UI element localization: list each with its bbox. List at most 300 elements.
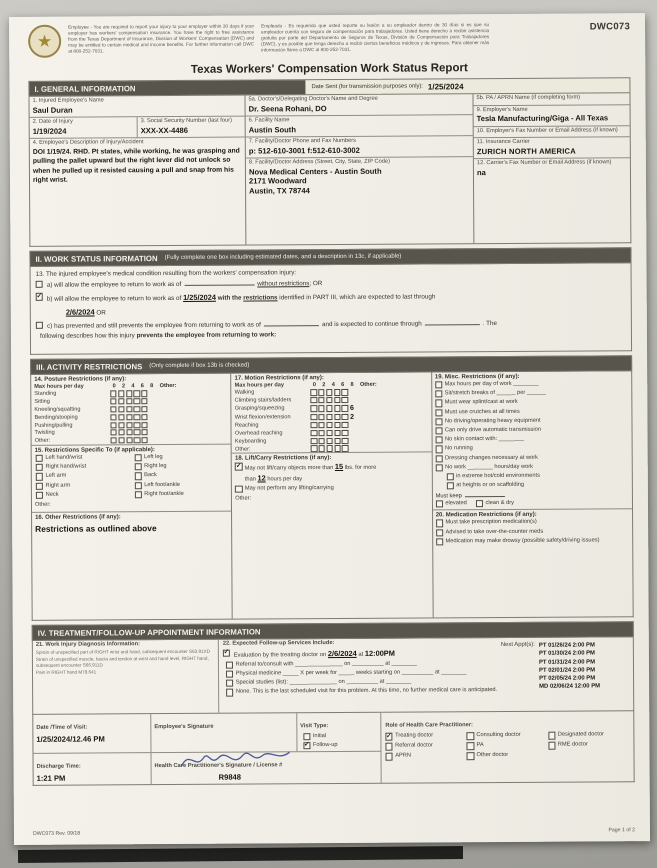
checkbox-label: Can only drive automatic transmission: [444, 426, 542, 434]
blank-line: [425, 319, 480, 325]
checkbox-label: No driving/operating heavy equipment: [444, 417, 541, 425]
checkbox-item: [476, 499, 514, 508]
checkbox-label: at heights or on scaffolding: [456, 481, 525, 489]
evaluation-text: [234, 648, 395, 658]
hour-checkboxes: [311, 405, 348, 411]
field-date-time-of-visit: [33, 714, 151, 753]
lift-limit-text: [245, 462, 429, 483]
restriction-label: Overhead reaching: [234, 430, 283, 437]
texas-state-seal-icon: ★: [28, 25, 61, 58]
field-label: 6. Facility Name: [248, 117, 290, 124]
checkbox: [226, 680, 233, 687]
work-status-body: [30, 263, 633, 355]
checkbox-lift-limit: ✓: [235, 462, 242, 470]
scale-digit: 6: [140, 382, 144, 389]
restriction-label: Standing: [34, 391, 57, 398]
field-carrier-fax-email: [474, 158, 631, 243]
hour-checkbox: [319, 446, 325, 452]
checkbox-label: elevated: [445, 500, 467, 507]
hour-checkbox: [311, 397, 317, 403]
restriction-label: Sitting: [34, 399, 50, 406]
evaluation-date: 2/6/2024: [327, 648, 357, 658]
text-part: and is expected to continue through: [321, 320, 422, 328]
restriction-label: Kneeling/squatting: [34, 406, 81, 413]
hour-checkbox: [326, 438, 332, 444]
hour-checkbox: [319, 422, 325, 428]
services-title: 22. Expected Follow-up Services Include:: [222, 640, 335, 647]
hour-checkbox: [311, 438, 317, 444]
hour-checkbox: [141, 398, 147, 404]
other-label: Other:: [34, 501, 51, 508]
employee-notice-spanish: Empleado - Es requerido que usted reporte su lesión a su empleador dentro de 30 días si es que su empleador cuenta con seguro de compensación para trabajadores. Usted tiene derecho a recibir asistencia gratuita por parte del Departamento de Seguros de Texas, División de Compensación para Trabajadores (DWC), y es posible que tenga derecho a recibir ciertos beneficios médicos y de ingresos. Para obtener más información llame a DWC al 800-252-7031.: [261, 22, 490, 53]
checkbox: [435, 381, 442, 388]
field-value: Nova Medical Centers - Austin South 2171 Woodward Austin, TX 78744: [248, 166, 382, 196]
option-13c-text: [47, 319, 497, 331]
hour-checkbox: [311, 422, 317, 428]
hour-checkbox: [142, 406, 148, 412]
hour-checkbox: [110, 414, 116, 420]
text-part: a) will allow the employee to return to work as of: [46, 280, 182, 289]
field-insurance-carrier: [474, 137, 630, 159]
text-part: May not lift/carry objects more than: [244, 465, 334, 473]
text-part: Evaluation by the treating doctor on: [233, 651, 327, 659]
checkbox-label: Physical medicine _____ X per week for _____ weeks starting on __________ at ________: [235, 669, 467, 677]
checkbox-item: [467, 731, 548, 741]
hour-checkbox: [334, 430, 340, 436]
specific-restrictions-columns: [32, 453, 232, 500]
hour-checkbox: [342, 389, 348, 395]
checkbox-label: Initial: [312, 733, 327, 740]
field-label: Role of Health Care Practitioner:: [385, 722, 473, 729]
restrictions-col-middle: [232, 372, 434, 618]
checkbox-item: [300, 741, 377, 751]
next-appointments: [501, 638, 629, 708]
hour-checkboxes: [111, 429, 148, 435]
checkbox: [435, 436, 442, 443]
other-column-label: Other:: [159, 382, 177, 389]
checkbox-item: [467, 741, 548, 751]
checkbox: ✓: [386, 732, 392, 740]
section3-title: III. ACTIVITY RESTRICTIONS: [36, 361, 143, 372]
text-line: MD 02/06/24 12:00 PM: [539, 683, 601, 691]
hour-checkbox: [142, 422, 148, 428]
evaluation-time: 12:00PM: [364, 648, 395, 658]
hour-checkboxes: [311, 414, 348, 420]
document-header: [28, 21, 630, 58]
checkbox: [226, 689, 233, 696]
form-code: DWC073: [589, 21, 631, 33]
diagnosis-title: 21. Work Injury Diagnosis Information:: [35, 641, 141, 648]
field-value: XXX-XX-4486: [140, 125, 189, 135]
checkbox-13a: [36, 281, 43, 288]
checkbox-label: Medication may make drowsy (possible safety/driving issues): [445, 537, 600, 545]
hour-checkbox: [118, 398, 124, 404]
field-injury-description: [30, 138, 246, 246]
hour-checkbox: [334, 422, 340, 428]
hour-checkbox: [326, 405, 332, 411]
hour-checkbox: [126, 422, 132, 428]
checkbox-label: No running: [444, 445, 473, 452]
field-label: 4. Employee's Description of Injury/Accident: [32, 139, 144, 146]
no-lifting-label: May not perform any lifting/carrying: [244, 484, 334, 492]
hour-checkbox: [342, 405, 348, 411]
field-label: 3. Social Security Number (last four): [140, 117, 233, 125]
hour-checkbox: [134, 437, 140, 443]
checkbox: [436, 520, 443, 527]
hour-checkbox: [334, 389, 340, 395]
hour-checkbox: [342, 445, 348, 451]
checkbox: [467, 743, 474, 750]
hour-checkbox: [326, 430, 332, 436]
checkbox-item: [467, 751, 548, 761]
field-facility-address: [246, 157, 474, 244]
lift-carry-title: 18. Lift/Carry Restrictions (if any):: [235, 455, 332, 462]
checkbox: [134, 473, 141, 480]
blank-line: [264, 320, 319, 326]
hours-scale: [110, 383, 155, 389]
hour-checkbox: [134, 430, 140, 436]
hour-checkbox: [326, 422, 332, 428]
hour-checkbox: [334, 405, 340, 411]
text-part: following describes how this injury: [39, 332, 135, 341]
hour-checkbox: [110, 399, 116, 405]
hour-checkbox: [110, 391, 116, 397]
checkbox-label: Right arm: [45, 482, 71, 489]
hour-checkbox: [318, 389, 324, 395]
field-employee-signature: [151, 713, 297, 752]
specific-right-list: [131, 453, 230, 500]
hour-checkbox: [311, 390, 317, 396]
hour-checkbox: [134, 391, 140, 397]
hour-checkbox: [111, 437, 117, 443]
checkbox: [303, 733, 310, 740]
hour-checkbox: [126, 391, 132, 397]
checkbox-label: Neck: [45, 491, 59, 498]
scale-digit: 0: [112, 383, 116, 390]
restriction-label: Climbing stairs/ladders: [234, 397, 292, 404]
hour-checkbox: [311, 430, 317, 436]
field-value: 1/25/2024/12.46 PM: [36, 734, 105, 744]
checkbox-label: Left leg: [144, 454, 163, 461]
text-line: Sprain of unspecified part of RIGHT wrist and hand, subsequent encounter S63.91XD: [35, 648, 210, 655]
section2-note: (Fully complete one box including estimated dates, and a description in 13c, if applicable): [164, 253, 402, 261]
field-value: [477, 102, 627, 103]
checkbox-label: in extreme hot/cold environments: [456, 472, 540, 480]
restrictions-col-right: [432, 371, 633, 617]
restriction-label: Other:: [234, 446, 251, 453]
restriction-label: Grasping/squeezing: [234, 405, 285, 413]
medication-restrictions-title: 20. Medication Restrictions (if any):: [435, 511, 537, 519]
checkbox-label: clean & dry: [485, 500, 514, 507]
checkbox-label: Right hand/wrist: [45, 463, 87, 471]
misc-restrictions-list: [432, 379, 632, 490]
checkbox: [134, 454, 141, 461]
restriction-label: Reaching: [234, 422, 259, 429]
lift-limit-item: [232, 461, 431, 484]
services-list: [223, 639, 501, 710]
specific-restrictions-box: [32, 444, 232, 512]
text-part: than: [244, 476, 256, 483]
hour-checkboxes: [311, 430, 348, 436]
hour-checkboxes: [311, 389, 348, 395]
checkbox: [435, 446, 442, 453]
text-part: OR: [96, 309, 106, 317]
checkbox-item: [436, 499, 467, 508]
must-keep-label: Must keep: [435, 493, 462, 500]
checkbox-13b: ✓: [36, 292, 43, 300]
field-label: 1. Injured Employee's Name: [32, 97, 104, 104]
field-value: DOI 1/19/24. RHD. Pt states, while working, he was grasping and pulling the pallet upward but the right lever did not unlock so when he pulled up it resisted causing a pull and snap from his right wrist.: [32, 147, 240, 185]
field-facility-name: [246, 115, 473, 137]
checkbox-item: [548, 740, 629, 750]
checkbox: [435, 391, 442, 398]
hour-checkbox: [118, 422, 124, 428]
hour-checkbox: [342, 414, 348, 420]
checkbox-item: [300, 732, 377, 742]
hour-checkbox: [311, 405, 317, 411]
checkbox-item: [132, 489, 231, 499]
hour-checkbox: [118, 437, 124, 443]
hour-checkbox: [342, 397, 348, 403]
field-value: Dr. Seena Rohani, DO: [248, 103, 327, 114]
hour-checkbox: [326, 397, 332, 403]
hour-checkbox: [319, 414, 325, 420]
restriction-label: Other:: [34, 437, 51, 445]
bold-text: prevents the employee from returning to work:: [136, 331, 277, 340]
medication-restrictions-list: [433, 518, 632, 547]
checkbox-label: Left foot/ankle: [144, 481, 180, 488]
text-part: . The: [482, 319, 497, 327]
general-info-col2: [245, 94, 474, 244]
section4-title: IV. TREATMENT/FOLLOW-UP APPOINTMENT INFORMATION: [37, 626, 261, 638]
field-label: 9. Employer's Name: [476, 106, 528, 113]
checkbox: [36, 455, 43, 462]
field-label: 2. Date of Injury: [32, 118, 73, 125]
option-13c-line2: [40, 330, 626, 341]
hour-checkbox: [118, 391, 124, 397]
underlined-text: restrictions: [243, 294, 278, 303]
checkbox: [446, 473, 453, 480]
scale-digit: 4: [331, 381, 335, 388]
hour-checkboxes: [311, 445, 348, 451]
field-label: Discharge Time:: [36, 763, 81, 771]
hour-checkbox: [342, 430, 348, 436]
hour-checkbox: [326, 414, 332, 420]
checkbox-item: [433, 536, 632, 546]
checkbox-label: Must use crutches at all times: [444, 408, 520, 415]
hour-checkbox: [142, 414, 148, 420]
field-pa-aprn-name: [473, 93, 629, 105]
hour-checkbox: [126, 406, 132, 412]
hour-checkbox: [318, 405, 324, 411]
checkbox: [435, 409, 442, 416]
checkbox-label: Designated doctor: [557, 731, 604, 739]
scale-digit: 8: [150, 382, 154, 389]
field-visit-type: [297, 713, 380, 752]
footer-page-number: Page 1 of 2: [608, 827, 635, 834]
visit-signature-block: [32, 711, 634, 786]
field-facility-phone-fax: [246, 136, 473, 158]
checkbox-label: Dressing changes necessary at work: [445, 454, 539, 461]
blank-line: [465, 491, 505, 497]
restriction-label: Wrist flexion/extension: [234, 414, 291, 421]
hour-checkbox: [118, 406, 124, 412]
hour-checkbox: [134, 422, 140, 428]
text-line: Pain in RIGHT hand M79.641: [35, 669, 97, 675]
field-value: 1/19/2024: [32, 126, 67, 136]
hour-checkbox: [334, 438, 340, 444]
role-options: [385, 730, 629, 761]
specific-left-list: [33, 453, 132, 500]
hour-checkbox: [319, 438, 325, 444]
checkbox-label: None. This is the last scheduled visit for this problem. At this time, no further medical care is anticipated.: [235, 687, 498, 696]
hour-checkboxes: [111, 437, 148, 443]
activity-restrictions-grid: [30, 371, 633, 621]
text-part: b) will allow the employee to return to work as of: [46, 295, 182, 304]
checkbox: [135, 482, 142, 489]
checkbox: [548, 742, 555, 749]
text-part: with the: [217, 295, 242, 303]
field-ssn-last-four: [138, 117, 245, 139]
checkbox-label: Advised to take over-the-counter meds: [445, 528, 544, 535]
text-part: at: [358, 651, 364, 658]
section1-title: I. GENERAL INFORMATION: [29, 80, 305, 96]
blank-line: [184, 280, 254, 286]
restriction-label: Walking: [234, 389, 255, 397]
other-restrictions-title: 16. Other Restrictions (if any):: [35, 513, 121, 521]
checkbox: [435, 400, 442, 407]
restriction-label: Keyboarding: [234, 438, 267, 445]
checkbox: [436, 501, 443, 508]
field-value: Tesla Manufacturing/Giga - All Texas: [476, 113, 609, 124]
field-value: ZURICH NORTH AMERICA: [476, 146, 576, 156]
hour-checkboxes: [110, 398, 147, 404]
diagnosis-cell: [33, 640, 219, 714]
text-line: PT 02/05/24 2:00 PM: [539, 675, 596, 682]
text-part: c) has prevented and still prevents the employee from returning to work as of: [47, 321, 261, 330]
checkbox-item: [223, 686, 501, 697]
medication-restrictions-box: [433, 509, 633, 618]
motion-restrictions-grid: [232, 380, 432, 453]
scale-digit: 6: [341, 381, 345, 388]
hour-checkbox: [327, 446, 333, 452]
checkbox: [135, 491, 142, 498]
hour-checkbox: [110, 406, 116, 412]
hour-checkbox: [126, 398, 132, 404]
field-label: 11. Insurance Carrier: [476, 138, 530, 146]
date-ssn-row: [30, 117, 245, 139]
other-label: Other:: [235, 495, 252, 502]
text-part: hours per day: [267, 475, 303, 483]
visit-row-2: [33, 751, 380, 785]
checkbox-label: RME doctor: [557, 741, 588, 749]
field-label: 5a. Doctor's/Delegating Doctor's Name and Degree: [248, 95, 378, 103]
field-label: Date /Time of Visit:: [36, 724, 88, 731]
checkbox-label: Must take prescription medication(s): [445, 519, 537, 526]
hour-checkbox: [319, 430, 325, 436]
hour-checkbox: [126, 414, 132, 420]
hour-checkbox: [141, 391, 147, 397]
checkbox: [226, 671, 233, 678]
hour-checkboxes: [311, 422, 348, 428]
text-line: PT 01/30/24 2:00 PM: [538, 650, 595, 658]
general-info-col1: [29, 96, 246, 246]
field-practitioner-role: [381, 711, 633, 782]
field-label: 10. Employer's Fax Number or Email Address (if known): [476, 126, 618, 134]
restriction-other-value: 2: [350, 413, 355, 421]
checkbox: [36, 482, 43, 489]
hour-checkbox: [318, 397, 324, 403]
option-13a: [36, 277, 626, 290]
specific-restrictions-title: 15. Restrictions Specific To (if applicable):: [34, 446, 155, 454]
document-page: [9, 13, 650, 845]
text-part: ; OR: [309, 280, 323, 288]
checkbox-item: [385, 751, 466, 761]
checkbox: ✓: [303, 741, 310, 749]
hour-checkboxes: [110, 406, 147, 412]
checkbox-label: Left hand/wrist: [45, 454, 83, 461]
checkbox: [467, 733, 474, 740]
checkbox-item: [548, 730, 629, 740]
option-13b-text: [47, 291, 436, 305]
text-part: lbs. for more: [344, 465, 377, 472]
checkbox-item: [33, 490, 132, 500]
checkbox-13c: [36, 322, 43, 329]
checkbox-item: [385, 741, 466, 751]
field-doctor-name: [245, 94, 472, 116]
license-number-value: R9848: [218, 772, 242, 783]
field-practitioner-signature: [151, 752, 380, 784]
checkbox: [226, 662, 233, 669]
document-footer: [33, 823, 635, 837]
checkbox: [36, 492, 43, 499]
followup-services-cell: [219, 637, 633, 713]
checkbox: [36, 464, 43, 471]
scale-digit: 2: [322, 381, 326, 388]
other-column-label: Other:: [359, 381, 377, 388]
checkbox: [476, 500, 483, 507]
field-injured-employee-name: [29, 96, 244, 118]
checkbox: [436, 529, 443, 536]
lift-carry-box: [232, 452, 432, 619]
text-line: PT 01/26/24 2:00 PM: [538, 642, 595, 649]
field-label: Health Care Practitioner's Signature / License #: [154, 762, 283, 770]
field-value: p: 512-610-3001 f:512-610-3002: [248, 145, 360, 156]
checkbox: [447, 482, 454, 489]
hour-checkboxes: [110, 414, 147, 420]
hour-checkbox: [334, 445, 340, 451]
general-information-grid: [28, 93, 631, 247]
hour-checkbox: [126, 430, 132, 436]
field-value: [477, 134, 627, 135]
hour-checkbox: [118, 414, 124, 420]
field-value: 1:21 PM: [36, 774, 66, 784]
restriction-label: Pushing/pulling: [34, 422, 73, 429]
hour-checkbox: [326, 389, 332, 395]
other-restrictions-value: Restrictions as outlined above: [35, 523, 157, 534]
checkbox: [36, 473, 43, 480]
field-label: 5b. PA / APRN Name (if completing form): [476, 94, 581, 102]
field-label: Employee's Signature: [154, 723, 214, 731]
max-hours-label: Max hours per day: [34, 383, 84, 390]
hour-checkbox: [142, 429, 148, 435]
hour-checkbox: [334, 397, 340, 403]
option-13a-text: [47, 279, 323, 290]
field-value: Saul Duran: [32, 105, 73, 115]
visit-left-block: [33, 713, 381, 785]
specific-other-line: [32, 499, 231, 510]
hours-scale: [311, 382, 356, 388]
